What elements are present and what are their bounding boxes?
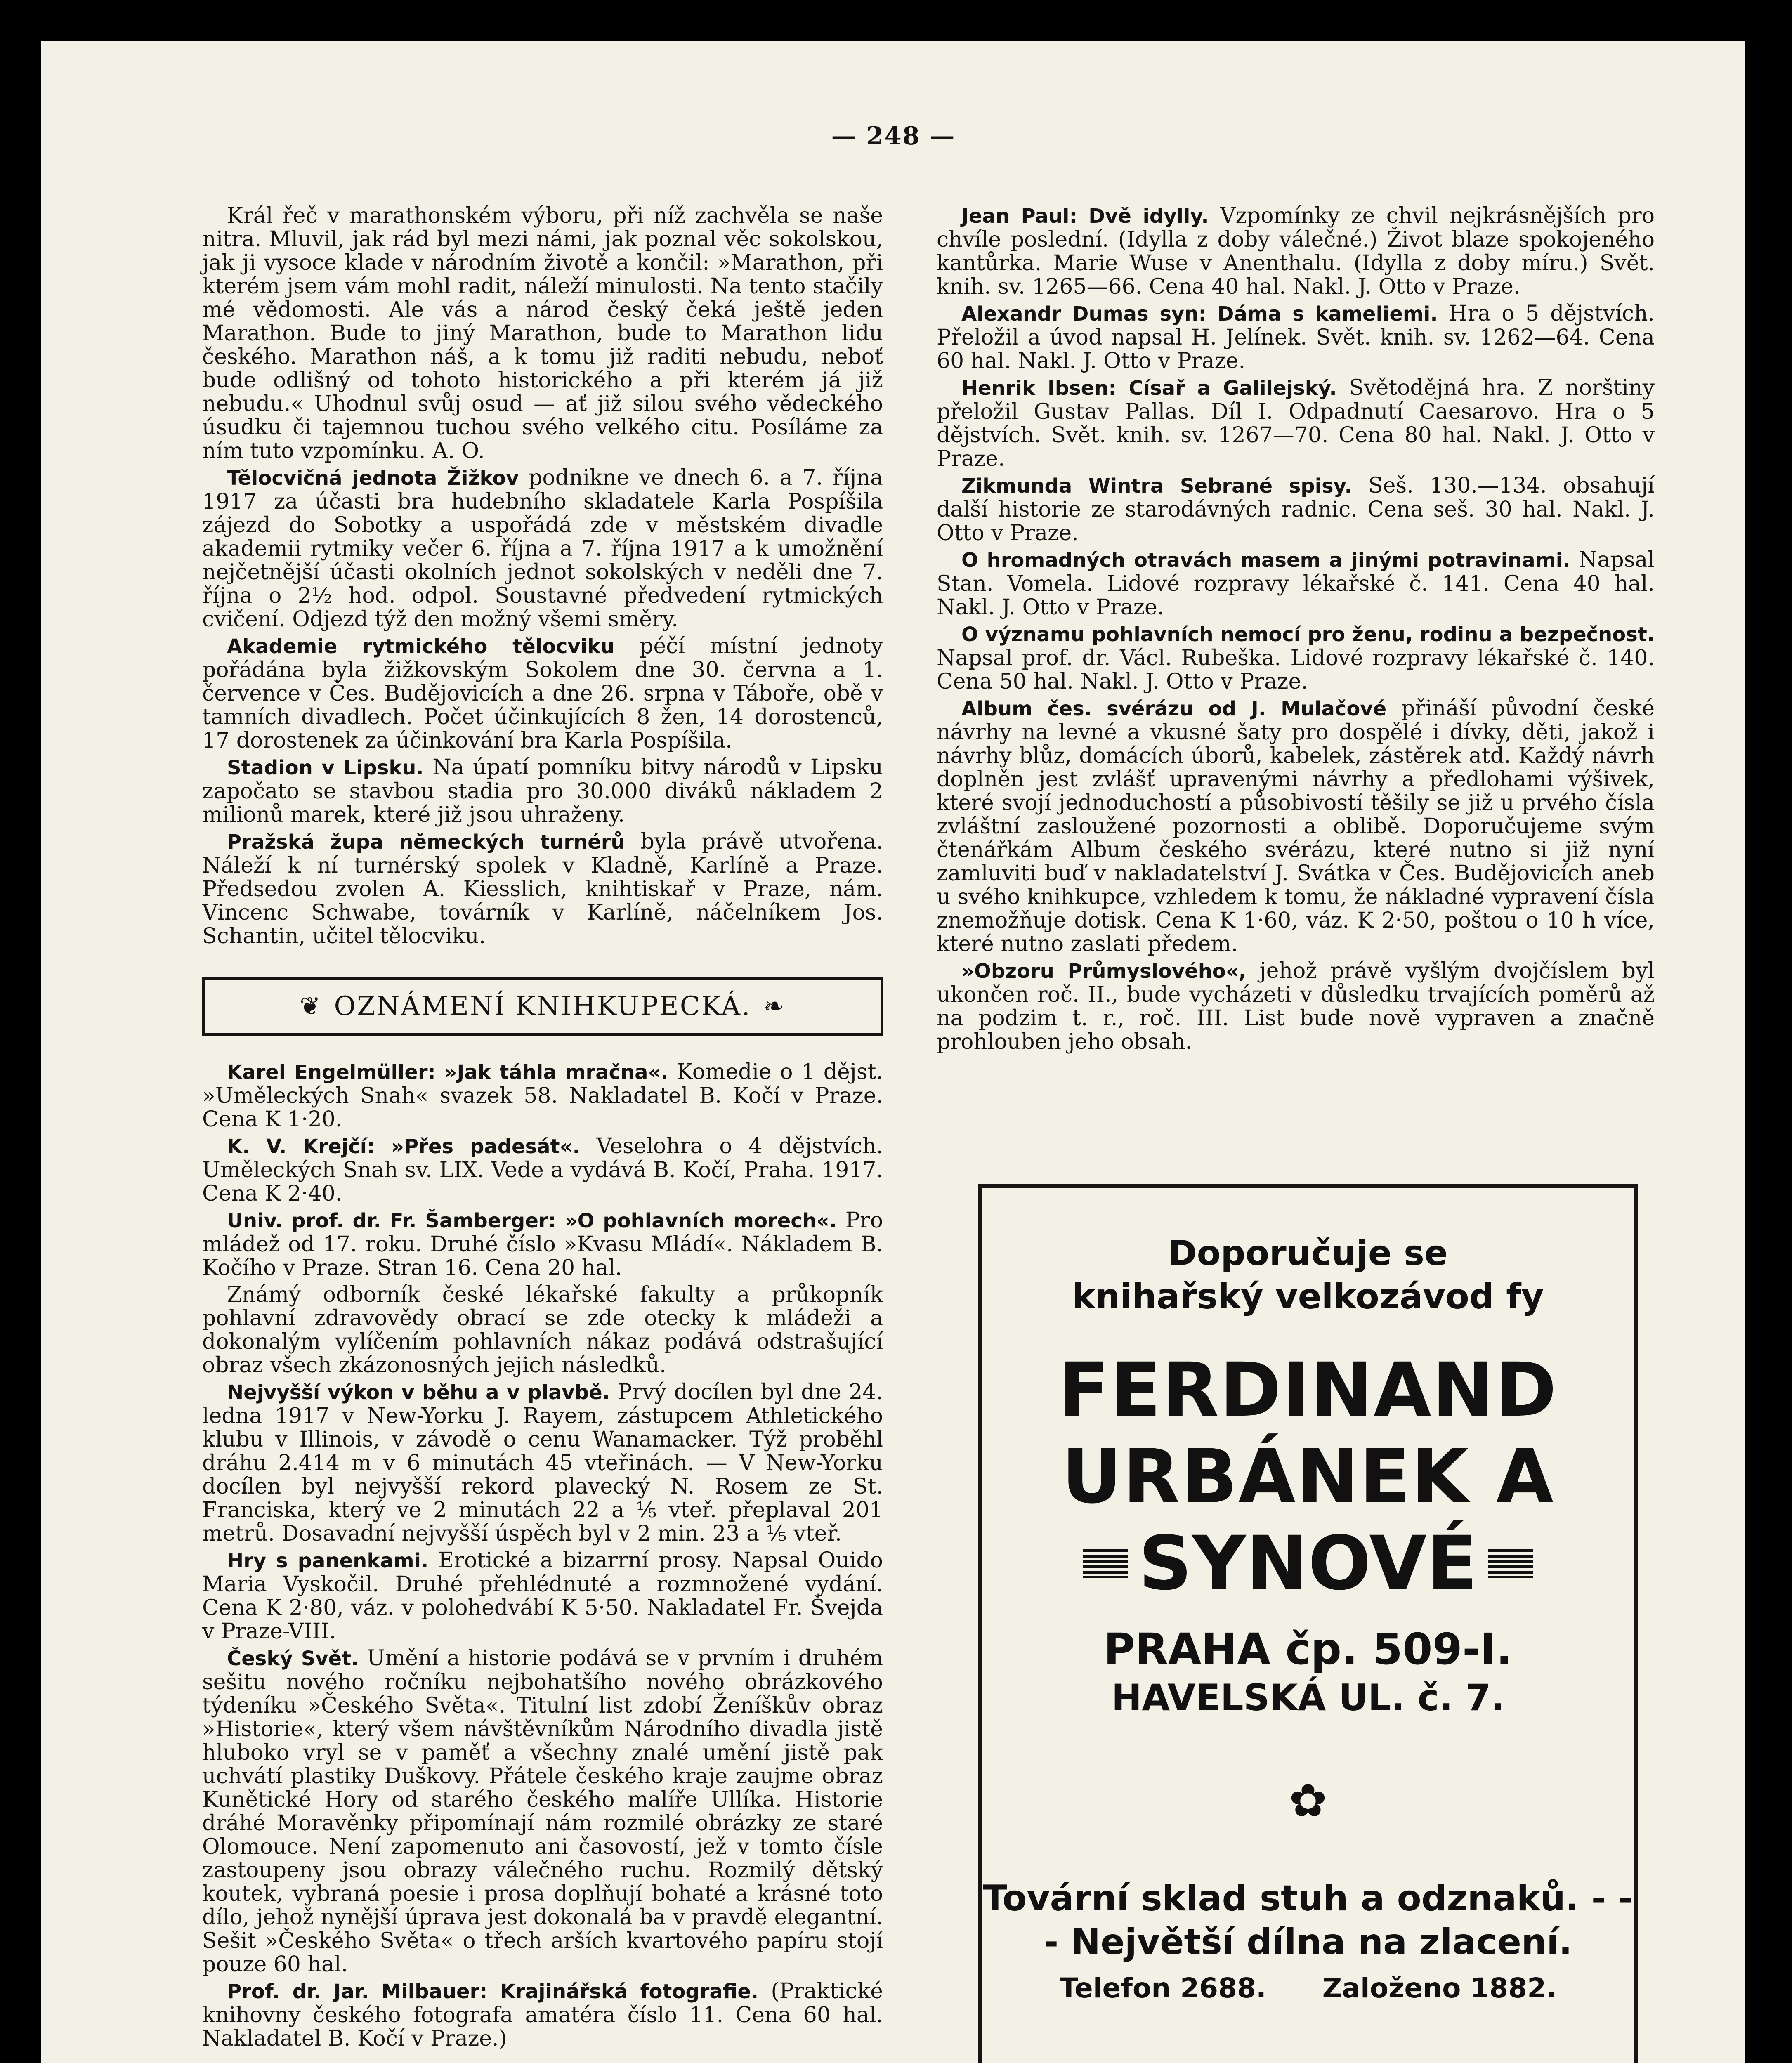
book-item: Hry s panenkami. Erotické a bizarrní prosy. Napsal Ouido Maria Vyskočil. Druhé přehlédnuté a rozmnožené vydání. Cena K 2·80, váz. v polohedvábí K 5·50. Nakladatel Fr. Švejda v Praze-VIII. — [202, 1548, 883, 1644]
book-item: K. V. Krejčí: »Přes padesát«. Veselohra o 4 dějstvích. Uměleckých Snah sv. LIX. Vede a vydává B. Kočí, Praha. 1917. Cena K 2·40. — [202, 1134, 883, 1206]
ad-address-2: HAVELSKÁ UL. č. 7. — [1111, 1676, 1505, 1719]
book-item: »Obzoru Průmyslového«, jehož právě vyšlým dvojčíslem byl ukončen roč. II., bude vycházeti v důsledku trvajících poměrů až na podzim t. r., roč. III. List bude nově vypraven a značně prohlouben jeho obsah. — [937, 958, 1655, 1054]
book-item: Album čes. svérázu od J. Mulačové přináší původní české návrhy na levné a vkusné šaty pro dospělé i dívky, děti, jakož i návrhy blůz, domácích úborů, kabelek, zástěrek atd. Každý návrh doplněn jest zvlášť upravenými návrhy a předlohami výšivek, které svojí jednoduchostí a působivostí těšily se již u prvého čísla zvláštní zasloužené pozornosti a oblibě. Doporučujeme svým čtenářkám Album českého svérázu, které nutno si již nyní zamluviti buď v nakladatelství J. Svátka v Čes. Budějovicích aneb u svého knihkupce, vzhledem k tomu, že nákladné vypravení čísla znemožňuje dotisk. Cena K 1·60, váz. K 2·50, poštou o 10 h více, které nutno zaslati předem. — [937, 696, 1655, 956]
flower-ornament-icon: ✿ — [1289, 1774, 1327, 1827]
ad-founded: Založeno 1882. — [1322, 1972, 1557, 2004]
ad-phone: Telefon 2688. — [1059, 1972, 1266, 2004]
bars-right-icon — [1488, 1549, 1533, 1578]
right-column — [937, 204, 1655, 1054]
book-item: Univ. prof. dr. Fr. Šamberger: »O pohlavních morech«. Pro mládež od 17. roku. Druhé číslo »Kvasu Mládí«. Nákladem B. Kočího v Praze. Stran 16. Cena 20 hal. — [202, 1208, 883, 1280]
ad-line-2: knihařský velkozávod fy — [1072, 1276, 1544, 1317]
ornament-right-icon: ❧ — [763, 991, 786, 1021]
advertisement — [978, 1184, 1638, 2063]
book-item: Henrik Ibsen: Císař a Galilejský. Světodějná hra. Z norštiny přeložil Gustav Pallas. Díl I. Odpadnutí Caesarovo. Hra o 5 dějstvích. Svět. knih. sv. 1267—70. Cena 80 hal. Nakl. J. Otto v Praze. — [937, 375, 1655, 471]
news-item: Pražská župa německých turnérů byla právě utvořena. Náleží k ní turnérský spolek v Kladně, Karlíně a Praze. Předsedou zvolen A. Kiesslich, knihtiskař v Praze, nám. Vincenc Schwabe, továrník v Karlíně, náčelníkem Jos. Schantin, učitel tělocviku. — [202, 829, 883, 949]
book-item: Jean Paul: Dvě idylly. Vzpomínky ze chvil nejkrásnějších pro chvíle poslední. (Idylla z doby válečné.) Život blaze spokojeného kantůrka. Marie Wuse v Anenthalu. (Idylla z doby míru.) Svět. knih. sv. 1265—66. Cena 40 hal. Nakl. J. Otto v Praze. — [937, 203, 1655, 299]
bars-left-icon — [1083, 1549, 1128, 1578]
news-item: Tělocvičná jednota Žižkov podnikne ve dnech 6. a 7. října 1917 za účasti bra hudebního skladatele Karla Pospíšila zájezd do Sobotky a uspořádá zde v městském divadle akademii rytmiky večer 6. října a 7. října 1917 a k umožnění nejčetnější účasti okolních jednot sokolských v neděli dne 7. října o 2½ hod. odpol. Soustavné předvedení rytmických cvičení. Odjezd týž den možný všemi směry. — [202, 465, 883, 632]
news-item: Stadion v Lipsku. Na úpatí pomníku bitvy národů v Lipsku započato se stavbou stadia pro 30.000 diváků nákladem 2 milionů marek, které již jsou uhraženy. — [202, 755, 883, 827]
ornament-left-icon: ❦ — [300, 991, 322, 1021]
news-item: Akademie rytmického tělocviku péčí místní jednoty pořádána byla žižkovským Sokolem dne 30. června a 1. července v Čes. Budějovicích a dne 26. srpna v Táboře, obě v tamních divadlech. Počet účinkujících 8 žen, 14 dorostenců, 17 dorostenek za účinkování bra Karla Pospíšila. — [202, 634, 883, 753]
book-item: Český Svět. Umění a historie podává se v prvním i druhém sešitu nového ročníku nejbohatšího nového obrázkového týdeníku »Českého Světa«. Titulní list zdobí Ženíškův obraz »Historie«, který všem návštěvníkům Národního divadla jistě hluboko vryl se v paměť a všechny znalé umění jistě pak uchvátí plastiky Duškovy. Přátele českého kraje zaujme obraz Kunětické Hory od starého českého malíře Ullíka. Historie dráhé Moravěnky připomínají nám rozmilé obrázky ze staré Olomouce. Není zapomenuto ani časovostí, jež v tomto čísle zastoupeny jsou obrazy válečného ruchu. Rozmilý dětský koutek, vybraná poesie i prosa doplňují bohaté a krásné toto dílo, jehož nynější úprava jest dokonalá ba v pravdě elegantní. Sešit »Českého Světa« o třech arších kvartového papíru stojí pouze 60 hal. — [202, 1646, 883, 1977]
ad-company-name-3: SYNOVÉ — [982, 1520, 1634, 1607]
book-item: Karel Engelmüller: »Jak táhla mračna«. Komedie o 1 dějst. »Uměleckých Snah« svazek 58. Nakladatel B. Kočí v Praze. Cena K 1·20. — [202, 1060, 883, 1132]
book-item: Zikmunda Wintra Sebrané spisy. Seš. 130.—134. obsahují další historie ze starodávných radnic. Cena seš. 30 hal. Nakl. J. Otto v Praze. — [937, 473, 1655, 545]
book-item: O hromadných otravách masem a jinými potravinami. Napsal Stan. Vomela. Lidové rozpravy lékařské č. 141. Cena 40 hal. Nakl. J. Otto v Praze. — [937, 548, 1655, 620]
book-item: Nejvyšší výkon v běhu a v plavbě. Prvý docílen byl dne 24. ledna 1917 v New-Yorku J. Rayem, zástupcem Athletického klubu v Illinois, v závodě o cenu Wanamacker. Týž proběhl dráhu 2.414 m v 6 minutách 45 vteřinách. — V New-Yorku docílen byl nejvyšší rekord plavecký N. Rosem ze St. Franciska, který ve 2 minutách 22 a ¹⁄₅ vteř. přeplaval 201 metrů. Dosavadní nejvyšší úspěch byl v 2 min. 23 a ¹⁄₅ vteř. — [202, 1380, 883, 1546]
book-item: Známý odborník české lékařské fakulty a průkopník pohlavní zdravovědy obrací se zde otecky k mládeži a dokonalým vylíčením pohlavních nákaz podává odstrašující obraz všech zkázonosných jejich následků. — [202, 1282, 883, 1378]
book-item: O významu pohlavních nemocí pro ženu, rodinu a bezpečnost. Napsal prof. dr. Václ. Rubeška. Lidové rozpravy lékařské č. 140. Cena 50 hal. Nakl. J. Otto v Praze. — [937, 623, 1655, 694]
left-column — [202, 204, 883, 2051]
ad-company-name-2: URBÁNEK A — [1061, 1434, 1555, 1520]
ad-address-1: PRAHA čp. 509-I. — [1103, 1624, 1513, 1674]
book-item: Prof. dr. Jar. Milbauer: Krajinářská fotografie. (Praktické knihovny českého fotografa amatéra číslo 11. Cena 60 hal. Nakladatel B. Kočí v Praze.) — [202, 1979, 883, 2051]
section-title: OZNÁMENÍ KNIHKUPECKÁ. — [334, 991, 751, 1022]
ad-info: Tovární sklad stuh a odznaků. - - - Největší dílna na zlacení. — [983, 1878, 1633, 1963]
page-number: — 248 — — [831, 122, 956, 151]
ad-line-1: Doporučuje se — [1168, 1233, 1448, 1273]
ad-contact — [982, 1972, 1634, 2004]
book-item: Alexandr Dumas syn: Dáma s kameliemi. Hra o 5 dějstvích. Přeložil a úvod napsal H. Jelínek. Svět. knih. sv. 1262—64. Cena 60 hal. Nakl. J. Otto v Praze. — [937, 301, 1655, 373]
book-announcements — [202, 1060, 883, 2051]
page — [41, 41, 1745, 2063]
ad-company-name-1: FERDINAND — [1058, 1347, 1558, 1433]
opening-paragraph: Král řeč v marathonském výboru, při níž zachvěla se naše nitra. Mluvil, jak rád byl mezi námi, jak poznal věc sokolskou, jak ji vysoce klade v národním životě a končil: »Marathon, při kterém jsem vám mohl radit, náleží minulosti. Na tento stačily mé vědomosti. Ale vás a národ český čeká ještě jeden Marathon. Bude to jiný Marathon, bude to Marathon lidu českého. Marathon náš, a k tomu již raditi nebudu, neboť bude odlišný od tohoto historického a při kterém já již nebudu.« Uhodnul svůj osud — ať již silou svého vědeckého úsudku či tajemnou tuchou svého velkého citu. Posíláme za ním tuto vzpomínku. A. O. — [202, 203, 883, 463]
section-banner — [202, 977, 883, 1036]
